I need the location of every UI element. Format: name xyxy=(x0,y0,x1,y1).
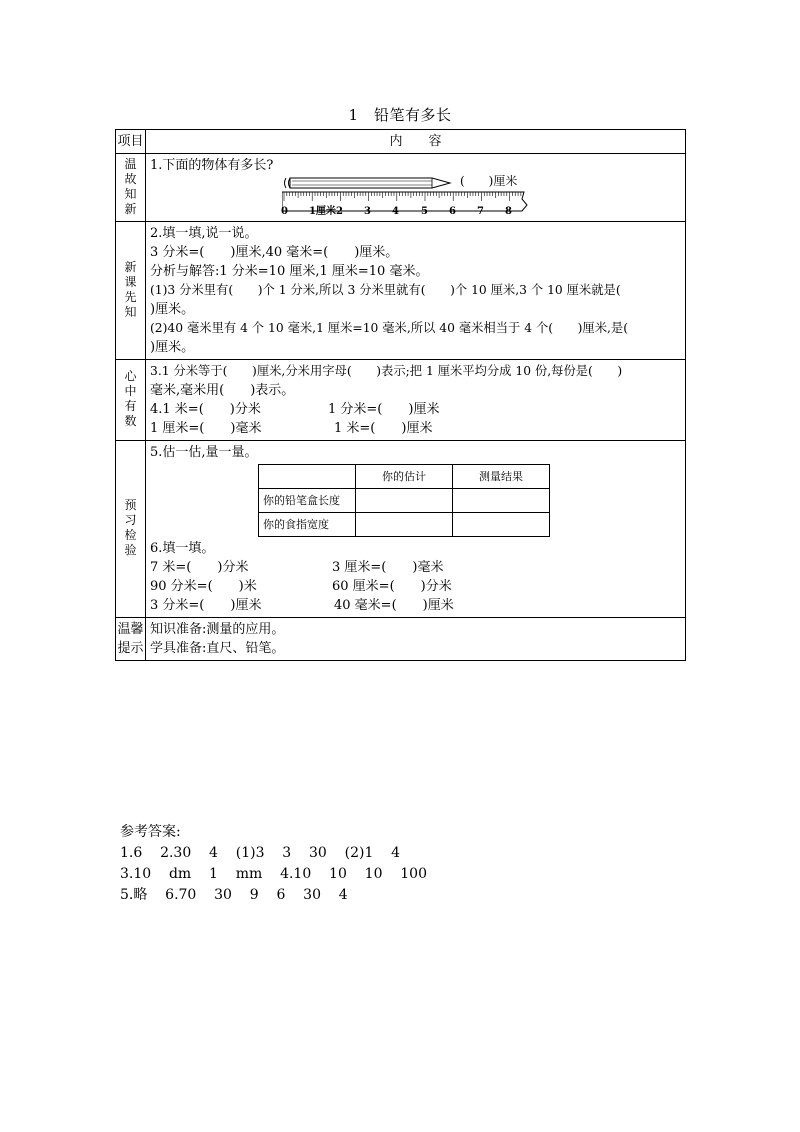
tip-tools: 学具准备:直尺、铅笔。 xyxy=(150,641,285,656)
answer-section xyxy=(120,822,427,906)
pencil-icon xyxy=(285,178,451,188)
q4-item: 1 厘米=( )毫米 xyxy=(150,421,262,436)
q2-line: (1)3 分米里有( )个 1 分米,所以 3 分米里就有( )个 10 厘米,3 个 10 厘米就是( xyxy=(150,283,621,297)
row-label-know: 心中有数 xyxy=(124,369,137,428)
tip-knowledge: 知识准备:测量的应用。 xyxy=(150,622,285,637)
header-row xyxy=(116,130,686,154)
estimate-cell xyxy=(453,513,550,537)
row-preview xyxy=(116,222,686,360)
tick-label-6: 6 xyxy=(449,206,456,217)
header-project: 项目 xyxy=(116,130,146,154)
row-tips xyxy=(116,618,686,661)
tick-label-0: 0 xyxy=(281,206,288,217)
answers-line: 5.略 6.70 30 9 6 30 4 xyxy=(120,887,348,903)
answers-heading: 参考答案: xyxy=(120,824,181,840)
row-label-review: 温故知新 xyxy=(124,156,137,216)
row-label-tips-2: 提示 xyxy=(117,641,144,656)
row-know xyxy=(116,360,686,441)
q6-item: 3 分米=( )厘米 xyxy=(150,598,262,613)
estimate-row xyxy=(259,513,550,537)
estimate-header-result: 测量结果 xyxy=(453,465,550,489)
q2-line: )厘米。 xyxy=(150,302,195,317)
q6-item: 60 厘米=( )分米 xyxy=(332,579,452,594)
pencil-ruler-figure xyxy=(150,175,681,219)
q2-line: 3 分米=( )厘米,40 毫米=( )厘米。 xyxy=(150,245,399,260)
q3-line2: 毫米,毫米用( )表示。 xyxy=(150,383,295,398)
row-check xyxy=(116,441,686,618)
question-5: 5.估一估,量一量。 xyxy=(150,445,258,460)
estimate-header-blank xyxy=(259,465,356,489)
estimate-row xyxy=(259,489,550,513)
q6-item: 40 毫米=( )厘米 xyxy=(334,598,454,613)
tick-label-5: 5 xyxy=(421,206,428,217)
ruler-answer-label: ( )厘米 xyxy=(460,174,518,188)
q2-line: (2)40 毫米里有 4 个 10 毫米,1 厘米=10 毫米,所以 40 毫米相当于 4 个( )厘米,是( xyxy=(150,321,629,335)
ruler-tick-labels xyxy=(282,202,542,218)
q6-item: 90 分米=( )米 xyxy=(150,579,257,594)
row-review xyxy=(116,154,686,222)
q2-line: 2.填一填,说一说。 xyxy=(150,226,258,241)
q4-item: 1 米=( )厘米 xyxy=(334,421,433,436)
q4-item: 1 分米=( )厘米 xyxy=(328,402,440,417)
estimate-cell xyxy=(356,489,453,513)
question-1: 1.下面的物体有多长? xyxy=(150,158,274,173)
estimate-cell xyxy=(453,489,550,513)
tick-label-3: 3 xyxy=(364,206,371,217)
tick-label-1: 1厘米2 xyxy=(309,206,343,217)
row-label-preview: 新课先知 xyxy=(124,259,137,319)
answers-line: 1.6 2.30 4 (1)3 3 30 (2)1 4 xyxy=(120,845,401,861)
q6-item: 3 厘米=( )毫米 xyxy=(332,560,444,575)
estimate-row-label: 你的食指宽度 xyxy=(259,513,356,537)
worksheet-table xyxy=(115,129,686,661)
tick-label-7: 7 xyxy=(477,206,484,217)
estimate-header-row xyxy=(259,465,550,489)
question-6: 6.填一填。 xyxy=(150,541,215,556)
tick-label-4: 4 xyxy=(392,206,399,217)
row-label-check: 预习检验 xyxy=(124,498,137,557)
q2-line: 分析与解答:1 分米=10 厘米,1 厘米=10 毫米。 xyxy=(150,264,429,279)
q4-item: 4.1 米=( )分米 xyxy=(150,402,261,417)
page-title: 1 铅笔有多长 xyxy=(348,106,452,124)
estimate-header-guess: 你的估计 xyxy=(356,465,453,489)
estimate-cell xyxy=(356,513,453,537)
estimate-table xyxy=(258,464,550,537)
row-label-tips-1: 温馨 xyxy=(117,622,144,637)
estimate-row-label: 你的铅笔盒长度 xyxy=(259,489,356,513)
q3-line1: 3.1 分米等于( )厘米,分米用字母( )表示;把 1 厘米平均分成 10 份,每份是( ) xyxy=(150,364,623,378)
tick-label-8: 8 xyxy=(505,206,512,217)
header-content: 内 容 xyxy=(146,130,686,154)
answers-line: 3.10 dm 1 mm 4.10 10 10 100 xyxy=(120,866,427,882)
q6-item: 7 米=( )分米 xyxy=(150,560,249,575)
q2-line: )厘米。 xyxy=(150,340,195,355)
